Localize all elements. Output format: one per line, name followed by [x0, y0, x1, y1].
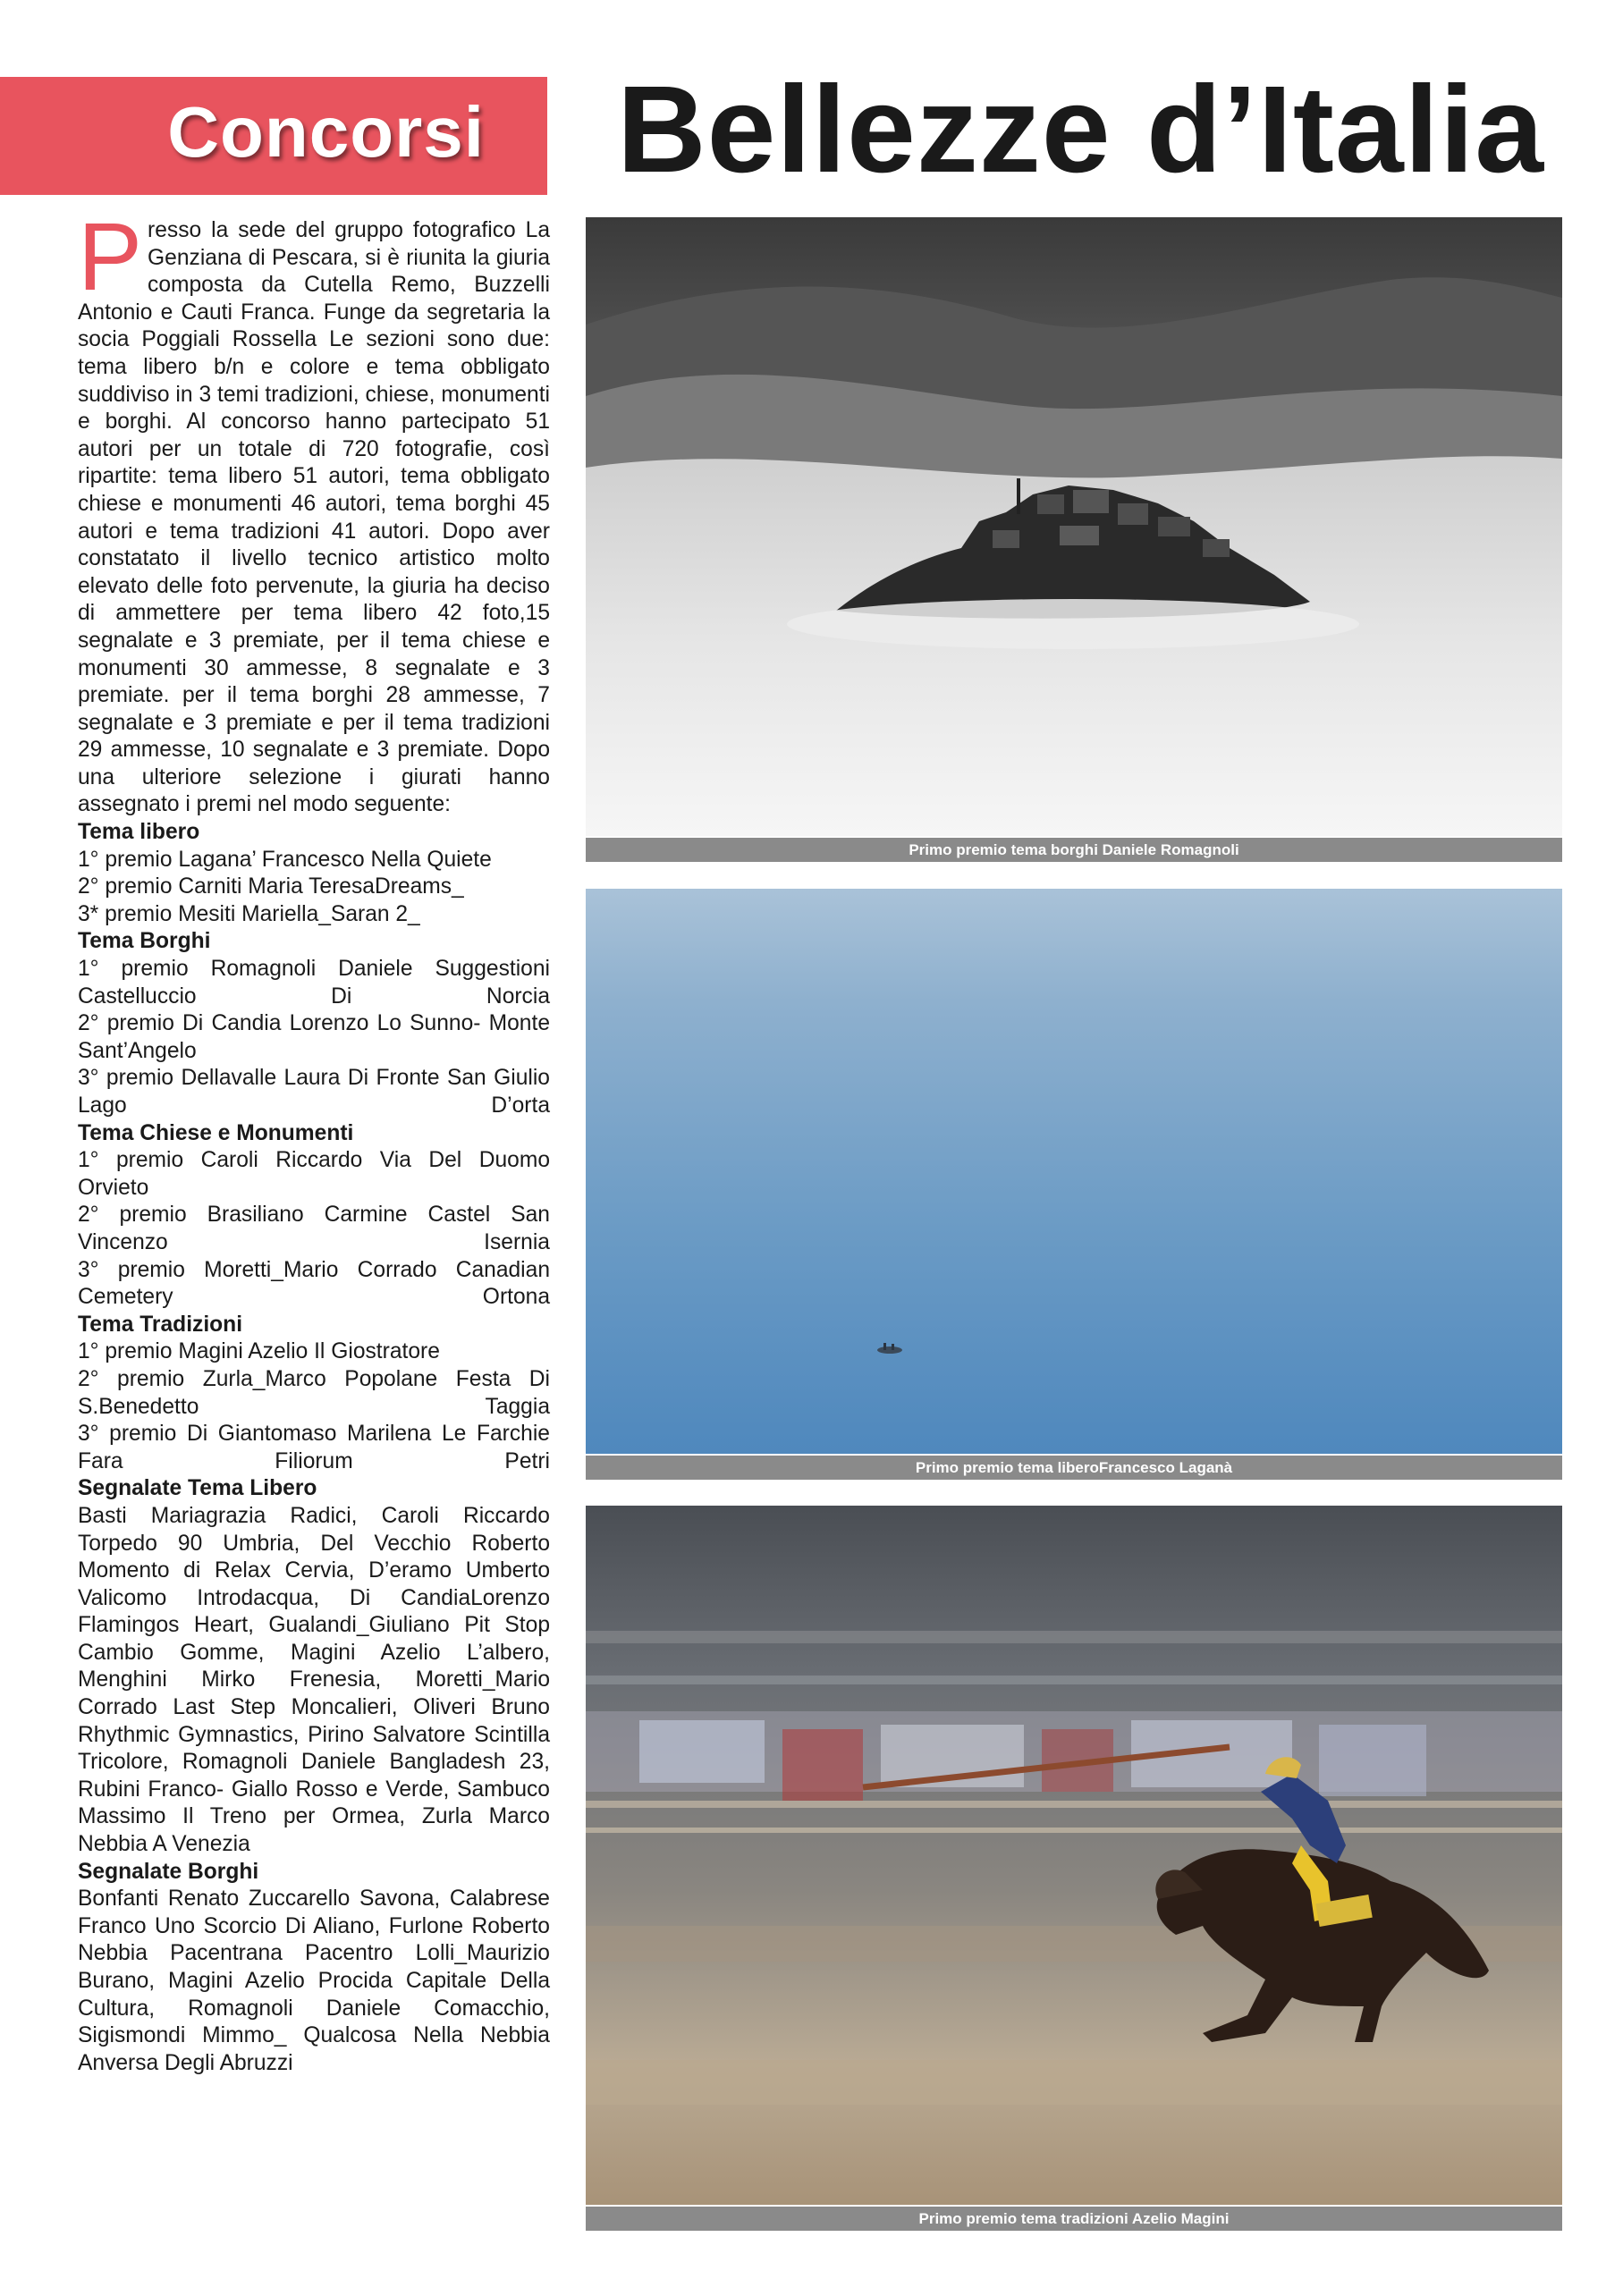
section-label: Concorsi: [167, 92, 485, 172]
award-line: 3* premio Mesiti Mariella_Saran 2_: [78, 901, 420, 926]
article-body: [78, 202, 550, 2077]
photo-jousting-rider: [586, 1506, 1562, 2205]
section-heading: Segnalate Borghi: [78, 1859, 259, 1884]
award-line: 1° premio Romagnoli Daniele Suggestioni Castelluccio Di Norcia: [78, 957, 550, 1009]
award-line: 1° premio Caroli Riccardo Via Del Duomo Orvieto: [78, 1148, 550, 1200]
segnalate-libero-text: Basti Mariagrazia Radici, Caroli Riccardo Torpedo 90 Umbria, Del Vecchio Roberto Momento di Relax Cervia, D’eramo Umberto Valicomo Introdacqua, Di CandiaLorenzo Flamingos Heart, Gualandi_Giuliano Pit Stop Cambio Gomme, Magini Azelio L’albero, Menghini Mirko Frenesia, Moretti_Mario Corrado Last Step Moncalieri, Oliveri Bruno Rhythmic Gymnastics, Pirino Salvatore Scintilla Tricolore, Romagnoli Daniele Bangladesh 23, Rubini Franco- Giallo Rosso e Verde, Sambuco Massimo Il Treno per Ormea, Zurla Marco Nebbia A Venezia: [78, 1503, 550, 1857]
page-title: Bellezze d’Italia: [617, 61, 1545, 198]
award-line: 3° premio Di Giantomaso Marilena Le Farchie Fara Filiorum Petri: [78, 1422, 550, 1473]
section-heading: Tema Chiese e Monumenti: [78, 1120, 354, 1145]
drop-cap: P: [78, 202, 143, 310]
photo-caption: Primo premio tema tradizioni Azelio Magini: [586, 2207, 1562, 2231]
section-heading: Segnalate Tema Libero: [78, 1476, 317, 1501]
intro-text: resso la sede del gruppo fotografico La Genziana di Pescara, si è riunita la giuria composta da Cutella Remo, Buzzelli Antonio e Cauti Franca. Funge da segretaria la socia Poggiali Rossella Le sezioni sono due: tema libero b/n e colore e tema obbligato suddiviso in 3 temi tradizioni, chiese, monumenti e borghi. Al concorso hanno partecipato 51 autori per un totale di 720 fotografie, così ripartite: tema libero 51 autori, tema obbligato chiese e monumenti 46 autori, tema borghi 45 autori e tema tradizioni 41 autori. Dopo aver constatato il livello tecnico artistico molto elevato delle foto pervenute, la giuria ha deciso di ammettere per tema libero 42 foto,15 segnalate e 3 premiate, per il tema chiese e monumenti 30 ammesse, 8 segnalate e 3 premiate. per il tema borghi 28 ammesse, 7 segnalate e 3 premiate e per il tema tradizioni 29 ammesse, 10 segnalate e 3 premiate. Dopo una ulteriore selezione i giurati hanno assegnato i premi nel modo seguente:: [78, 218, 550, 817]
section-heading: Tema Tradizioni: [78, 1312, 243, 1337]
section-heading: Tema libero: [78, 820, 200, 845]
section-banner: [0, 77, 547, 195]
award-line: 2° premio Carniti Maria TeresaDreams_: [78, 874, 464, 899]
award-line: 2° premio Brasiliano Carmine Castel San Vincenzo Isernia: [78, 1203, 550, 1254]
award-line: 1° premio Lagana’ Francesco Nella Quiete: [78, 847, 492, 872]
intro-paragraph: [78, 202, 550, 819]
award-line: 1° premio Magini Azelio Il Giostratore: [78, 1339, 440, 1364]
photo-caption: Primo premio tema liberoFrancesco Laganà: [586, 1456, 1562, 1480]
award-line: 2° premio Di Candia Lorenzo Lo Sunno- Monte Sant’Angelo: [78, 1011, 550, 1063]
segnalate-borghi-text: Bonfanti Renato Zuccarello Savona, Calabrese Franco Uno Scorcio Di Aliano, Furlone Roberto Nebbia Pacentrana Pacentro Lolli_Maurizio Burano, Magini Azelio Procida Capitale Della Cultura, Romagnoli Daniele Comacchio, Sigismondi Mimmo_ Qualcosa Nella Nebbia Anversa Degli Abruzzi: [78, 1887, 550, 2075]
award-line: 3° premio Dellavalle Laura Di Fronte San Giulio Lago D’orta: [78, 1066, 550, 1118]
photo-blue-lake: [586, 889, 1562, 1454]
award-line: 2° premio Zurla_Marco Popolane Festa Di S.Benedetto Taggia: [78, 1366, 550, 1419]
photo-hill-town-fog: [586, 217, 1562, 836]
photo-caption: Primo premio tema borghi Daniele Romagnoli: [586, 838, 1562, 862]
award-line: 3° premio Moretti_Mario Corrado Canadian Cemetery Ortona: [78, 1257, 550, 1310]
section-heading: Tema Borghi: [78, 929, 211, 954]
